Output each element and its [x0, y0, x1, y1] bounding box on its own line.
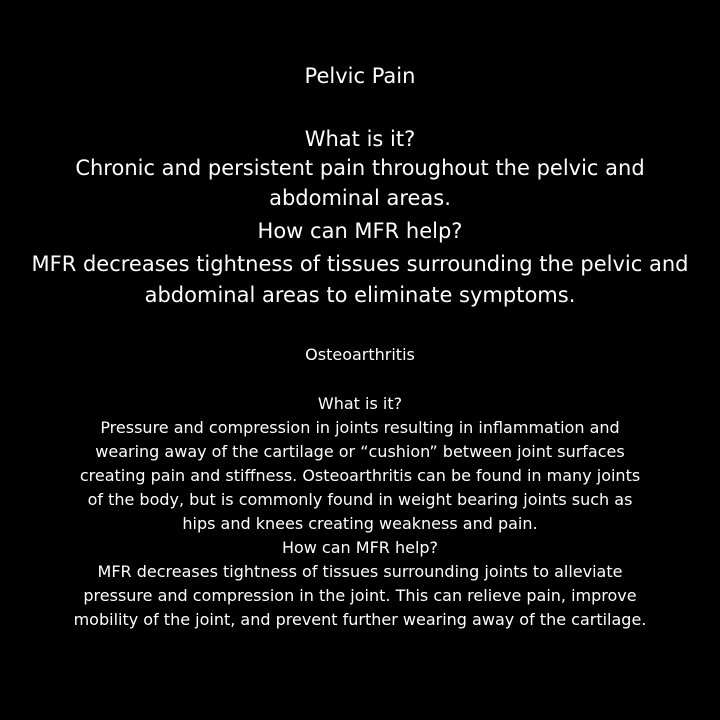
osteoarthritis-question-what: What is it? — [317, 394, 403, 413]
osteoarthritis-help-line: mobility of the joint, and prevent further wearing away of the cartilage. — [73, 610, 647, 629]
osteoarthritis-question-help: How can MFR help? — [281, 538, 439, 557]
osteoarthritis-answer-line: wearing away of the cartilage or “cushion” between joint surfaces — [95, 442, 625, 461]
pelvic-pain-question-help: How can MFR help? — [257, 219, 463, 243]
osteoarthritis-help-line: pressure and compression in the joint. This can relieve pain, improve — [83, 586, 637, 605]
osteoarthritis-answer-line: Pressure and compression in joints resulting in inflammation and — [100, 418, 620, 437]
osteoarthritis-answer-line: hips and knees creating weakness and pain. — [182, 514, 538, 533]
pelvic-pain-answer-line: Chronic and persistent pain throughout the pelvic and — [75, 156, 645, 180]
osteoarthritis-answer-line: of the body, but is commonly found in weight bearing joints such as — [87, 490, 633, 509]
osteoarthritis-help-line: MFR decreases tightness of tissues surrounding joints to alleviate — [97, 562, 623, 581]
pelvic-pain-title: Pelvic Pain — [304, 64, 416, 88]
osteoarthritis-title: Osteoarthritis — [305, 345, 415, 364]
pelvic-pain-answer-line: abdominal areas. — [269, 186, 451, 210]
osteoarthritis-answer-line: creating pain and stiffness. Osteoarthritis can be found in many joints — [79, 466, 641, 485]
pelvic-pain-help-line: MFR decreases tightness of tissues surrounding the pelvic and — [31, 252, 689, 276]
pelvic-pain-help-line: abdominal areas to eliminate symptoms. — [144, 283, 576, 307]
pelvic-pain-question-what: What is it? — [304, 127, 416, 151]
